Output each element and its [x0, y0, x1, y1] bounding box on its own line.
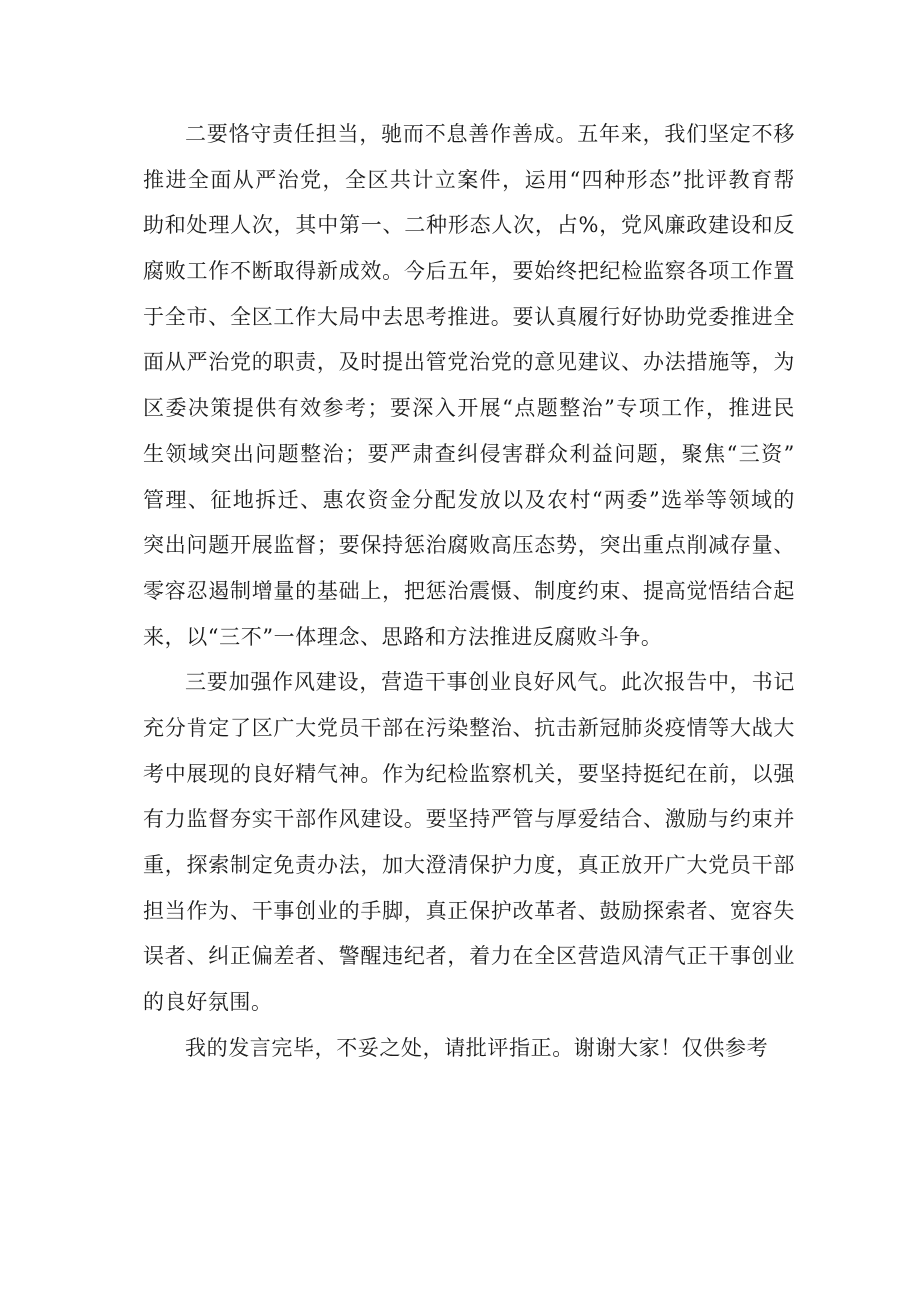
text-line: 突出问题开展监督；要保持惩治腐败高压态势，突出重点削减存量、 — [143, 533, 795, 558]
text-line: 管理、征地拆迁、惠农资金分配发放以及农村“两委”选举等领域的 — [143, 487, 795, 512]
text-line: 重，探索制定免责办法，加大澄清保护力度，真正放开广大党员干部 — [143, 853, 795, 877]
text-line: 零容忍遏制增量的基础上，把惩治震慑、制度约束、提高觉悟结合起 — [143, 578, 795, 603]
text-line: 担当作为、干事创业的手脚，真正保护改革者、鼓励探索者、宽容失 — [143, 898, 795, 923]
text-line: 推进全面从严治党，全区共计立案件，运用“四种形态”批评教育帮 — [143, 167, 795, 192]
text-line: 充分肯定了区广大党员干部在污染整治、抗击新冠肺炎疫情等大战大 — [143, 715, 795, 740]
text-line: 我的发言完毕，不妥之处，请批评指正。谢谢大家！仅供参考 — [185, 1035, 769, 1060]
paragraph-3 — [143, 660, 795, 1026]
text-line: 误者、纠正偏差者、警醒违纪者，着力在全区营造风清气正干事创业 — [143, 944, 795, 969]
text-line: 助和处理人次，其中第一、二种形态人次，占%，党风廉政建设和反 — [143, 213, 795, 238]
text-line: 的良好氛围。 — [143, 990, 273, 1015]
text-line: 于全市、全区工作大局中去思考推进。要认真履行好协助党委推进全 — [143, 304, 795, 329]
text-line: 考中展现的良好精气神。作为纪检监察机关，要坚持挺纪在前，以强 — [143, 761, 795, 786]
text-line: 区委决策提供有效参考；要深入开展“点题整治”专项工作，推进民 — [143, 396, 795, 421]
text-line: 来，以“三不”一体理念、思路和方法推进反腐败斗争。 — [143, 624, 663, 649]
closing-paragraph — [143, 1026, 795, 1072]
text-line: 有力监督夯实干部作风建设。要坚持严管与厚爱结合、激励与约束并 — [143, 807, 795, 832]
text-line: 生领域突出问题整治；要严肃查纠侵害群众利益问题，聚焦“三资” — [143, 441, 795, 466]
text-line: 面从严治党的职责，及时提出管党治党的意见建议、办法措施等，为 — [143, 350, 795, 375]
text-line: 腐败工作不断取得新成效。今后五年，要始终把纪检监察各项工作置 — [143, 259, 795, 284]
document-body — [143, 112, 795, 1071]
text-line: 三要加强作风建设，营造干事创业良好风气。此次报告中，书记 — [185, 670, 795, 695]
paragraph-2 — [143, 112, 795, 660]
text-line: 二要恪守责任担当，驰而不息善作善成。五年来，我们坚定不移 — [185, 122, 795, 146]
